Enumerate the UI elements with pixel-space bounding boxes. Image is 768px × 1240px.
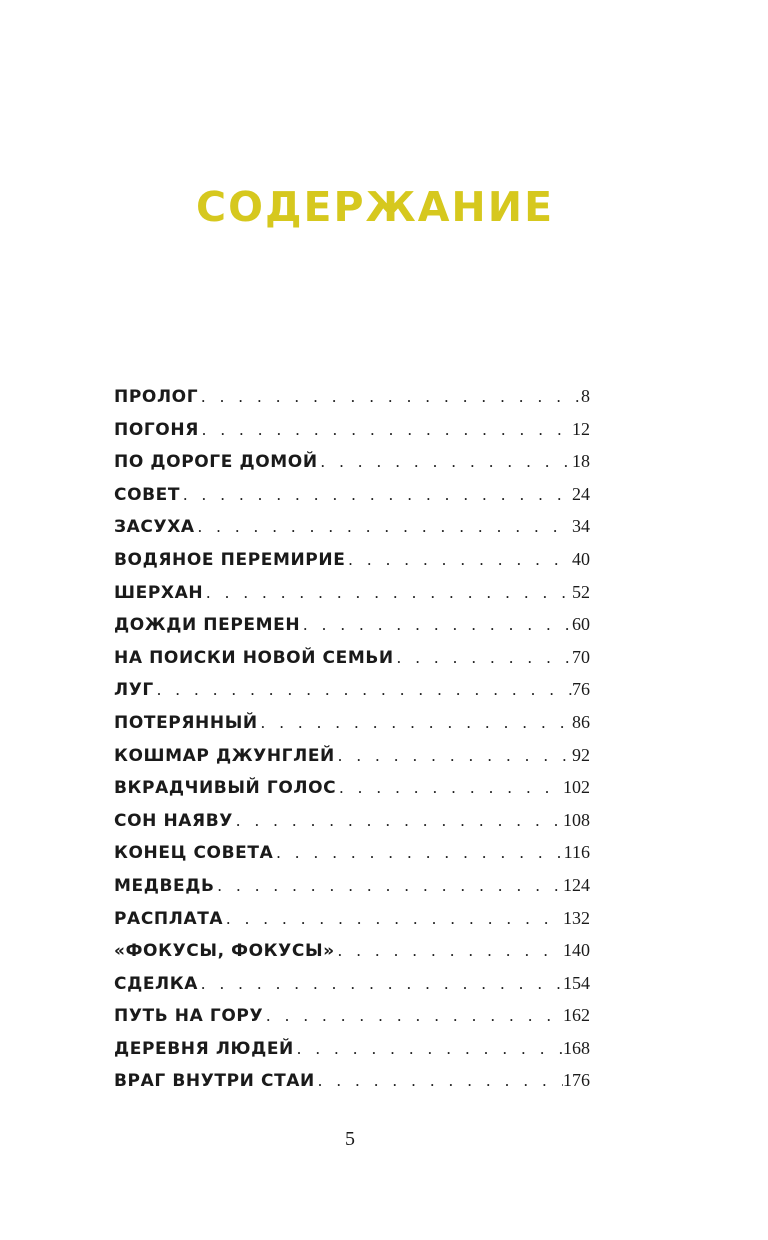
toc-entry[interactable]: [114, 380, 590, 413]
dot-leader: [394, 642, 572, 675]
toc-entry[interactable]: [114, 836, 590, 869]
toc-entry[interactable]: [114, 739, 590, 772]
dot-leader: [318, 446, 572, 479]
toc-entry[interactable]: [114, 771, 590, 804]
dot-leader: [335, 740, 572, 773]
toc-entry-page: 40: [572, 548, 590, 569]
dot-leader: [335, 935, 563, 968]
dot-leader: [198, 968, 563, 1001]
toc-entry-title: ЛУГ: [114, 680, 154, 701]
dot-leader: [273, 837, 563, 870]
toc-entry[interactable]: [114, 673, 590, 706]
toc-entry-title: ПОТЕРЯННЫЙ: [114, 712, 258, 733]
dot-leader: [300, 609, 572, 642]
toc-entry-title: СОН НАЯВУ: [114, 810, 234, 831]
toc-entry-title: ВРАГ ВНУТРИ СТАИ: [114, 1071, 315, 1092]
toc-entry-page: 60: [572, 614, 590, 635]
dot-leader: [294, 1033, 563, 1066]
toc-entry[interactable]: [114, 706, 590, 739]
dot-leader: [180, 479, 572, 512]
toc-entry-page: 8: [581, 386, 590, 406]
toc-entry-title: ПОГОНЯ: [114, 419, 199, 440]
toc-entry-page: 116: [563, 842, 590, 863]
toc-entry-title: РАСПЛАТА: [114, 908, 224, 929]
toc-entry[interactable]: [114, 869, 590, 902]
dot-leader: [345, 544, 572, 577]
toc-entry[interactable]: [114, 1032, 590, 1065]
toc-entry-title: ПРОЛОГ: [114, 387, 199, 407]
page-number: 5: [345, 1128, 355, 1150]
toc-entry-title: ВОДЯНОЕ ПЕРЕМИРИЕ: [114, 549, 346, 570]
toc-entry-page: 132: [563, 907, 590, 928]
toc-entry-page: 86: [572, 711, 590, 732]
toc-entry[interactable]: [114, 510, 590, 543]
dot-leader: [199, 414, 572, 447]
dot-leader: [336, 772, 563, 805]
toc-entry[interactable]: [114, 902, 590, 935]
toc-entry-page: 76: [572, 679, 590, 700]
toc-entry[interactable]: [114, 576, 590, 609]
toc-entry-title: ПО ДОРОГЕ ДОМОЙ: [114, 452, 318, 473]
toc-entry-page: 154: [563, 972, 590, 993]
dot-leader: [203, 577, 572, 610]
toc-entry-page: 34: [572, 516, 590, 537]
toc-entry[interactable]: [114, 413, 590, 446]
toc-entry-page: 162: [563, 1005, 590, 1026]
dot-leader: [233, 805, 563, 838]
toc-entry-page: 108: [563, 809, 590, 830]
table-of-contents: [114, 380, 590, 1097]
dot-leader: [198, 381, 581, 414]
toc-entry-title: НА ПОИСКИ НОВОЙ СЕМЬИ: [114, 647, 394, 668]
toc-entry-title: ЗАСУХА: [114, 517, 195, 538]
toc-entry-title: ШЕРХАН: [114, 582, 204, 603]
toc-entry[interactable]: [114, 1064, 590, 1097]
toc-entry-title: КОШМАР ДЖУНГЛЕЙ: [114, 745, 335, 766]
dot-leader: [195, 511, 572, 544]
toc-entry[interactable]: [114, 445, 590, 478]
toc-entry-title: ДОЖДИ ПЕРЕМЕН: [114, 615, 301, 636]
toc-entry[interactable]: [114, 999, 590, 1032]
dot-leader: [154, 674, 572, 707]
toc-entry-page: 70: [572, 646, 590, 667]
toc-entry-title: «ФОКУСЫ, ФОКУСЫ»: [114, 941, 335, 962]
toc-entry-title: КОНЕЦ СОВЕТА: [114, 843, 274, 864]
toc-entry[interactable]: [114, 967, 590, 1000]
toc-entry-title: ДЕРЕВНЯ ЛЮДЕЙ: [114, 1038, 294, 1059]
toc-entry-page: 140: [563, 940, 590, 961]
toc-entry-page: 18: [572, 451, 590, 472]
toc-entry-page: 12: [572, 418, 590, 439]
page-title: СОДЕРЖАНИЕ: [196, 183, 555, 232]
toc-entry[interactable]: [114, 478, 590, 511]
toc-entry-page: 124: [563, 874, 590, 895]
toc-entry-title: СОВЕТ: [114, 484, 181, 505]
toc-entry-title: СДЕЛКА: [114, 973, 199, 994]
dot-leader: [258, 707, 572, 740]
toc-entry-page: 92: [572, 744, 590, 765]
toc-entry-title: ВКРАДЧИВЫЙ ГОЛОС: [114, 778, 337, 799]
toc-entry[interactable]: [114, 804, 590, 837]
toc-entry-page: 176: [563, 1070, 590, 1091]
dot-leader: [315, 1065, 563, 1098]
toc-entry-page: 24: [572, 483, 590, 504]
toc-entry[interactable]: [114, 641, 590, 674]
toc-entry[interactable]: [114, 608, 590, 641]
dot-leader: [215, 870, 563, 903]
toc-entry-page: 102: [563, 777, 590, 798]
toc-entry-title: МЕДВЕДЬ: [114, 875, 215, 896]
toc-entry[interactable]: [114, 934, 590, 967]
toc-entry-title: ПУТЬ НА ГОРУ: [114, 1006, 264, 1027]
dot-leader: [223, 903, 563, 936]
toc-entry[interactable]: [114, 543, 590, 576]
toc-entry-page: 168: [563, 1037, 590, 1058]
toc-entry-page: 52: [572, 581, 590, 602]
dot-leader: [263, 1000, 563, 1033]
